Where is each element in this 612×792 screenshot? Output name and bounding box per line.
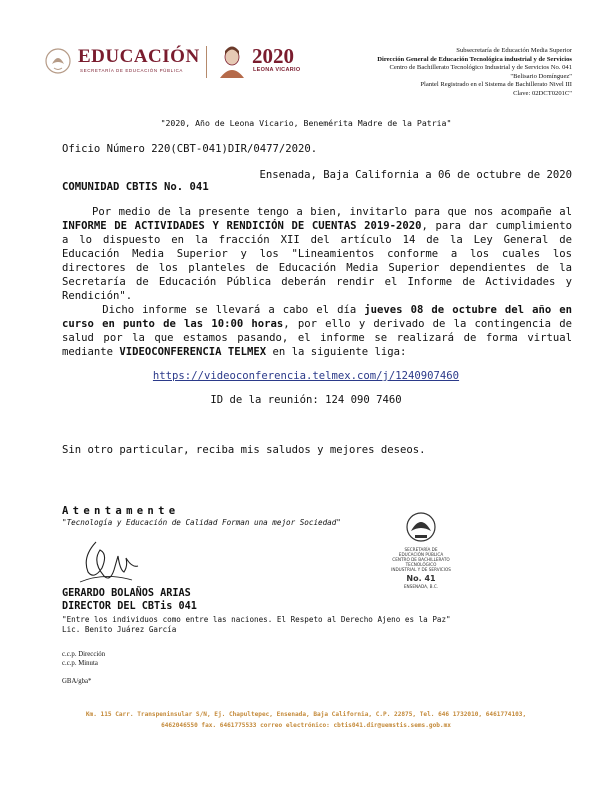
svg-text:INDUSTRIAL Y DE SERVICIOS: INDUSTRIAL Y DE SERVICIOS	[391, 567, 451, 572]
institution-line: Subsecretaría de Educación Media Superior	[456, 47, 572, 54]
year-motto: "2020, Año de Leona Vicario, Benemérita Madre de la Patria"	[160, 118, 452, 128]
p1-text-rest: , para dar cumplimiento a lo dispuesto en la fracción XII del artículo 14 de la Ley General de Educación Media Superior y los "Lineamientos conforme a los cuales los directores de los planteles de Educación Media Superior dependientes de la Secretaría de Educación Pública deberán rendir el Informe de Actividades y Rendición".	[62, 220, 572, 302]
educacion-logo-text: EDUCACIÓN	[78, 46, 200, 67]
svg-text:CENTRO DE BACHILLERATO: CENTRO DE BACHILLERATO	[392, 557, 450, 562]
p2-bold-platform: VIDEOCONFERENCIA TELMEX	[119, 346, 267, 358]
svg-text:EDUCACIÓN PÚBLICA: EDUCACIÓN PÚBLICA	[398, 552, 444, 557]
quote-author: Lic. Benito Juárez García	[62, 625, 177, 634]
svg-text:SECRETARÍA DE: SECRETARÍA DE	[404, 547, 438, 552]
svg-text:ENSENADA, B.C.: ENSENADA, B.C.	[403, 584, 439, 589]
institution-line: Dirección General de Educación Tecnológica industrial y de Servicios	[377, 55, 572, 63]
institution-line: "Belisario Domínguez"	[510, 72, 572, 80]
paragraph-invitation	[62, 205, 572, 303]
leona-vicario-portrait-icon	[216, 44, 248, 78]
ccp-line: c.c.p. Minuta	[62, 660, 98, 667]
meeting-link[interactable]: https://videoconferencia.telmex.com/j/1240907460	[152, 370, 460, 382]
institution-block	[342, 47, 572, 99]
paragraph-details	[62, 303, 572, 359]
official-seal-stamp-icon	[385, 505, 457, 605]
closing-line: Sin otro particular, reciba mis saludos y mejores deseos.	[62, 444, 426, 456]
footer-contact: 6462046550 fax. 6461775533 correo electrónico: cbtis041.dir@uemstis.sems.gob.mx	[161, 722, 451, 729]
signer-title: DIRECTOR DEL CBTis 041	[62, 601, 197, 612]
atentamente-label: Atentamente	[62, 505, 180, 517]
place-and-date: Ensenada, Baja California a 06 de octubre de 2020	[259, 169, 572, 181]
oficio-number: Oficio Número 220(CBT-041)DIR/0477/2020.	[62, 143, 318, 155]
juarez-quote: "Entre los individuos como entre las naciones. El Respeto al Derecho Ajeno es la Paz"	[62, 615, 451, 624]
p2-text-end: en la siguiente liga:	[266, 346, 407, 358]
institution-line: Clave: 02DCT0201C"	[513, 89, 572, 97]
reference-initials: GBA/gba*	[62, 678, 92, 685]
meeting-link-row	[0, 369, 612, 383]
recipient: COMUNIDAD CBTIS No. 041	[62, 181, 209, 193]
p2-text-mid: , por ello y derivado de la contingencia de salud por la que estamos pasando, el informe se realizará de forma virtual mediante	[62, 318, 572, 358]
institution-slogan: "Tecnología y Educación de Calidad Forman una mejor Sociedad"	[62, 518, 341, 527]
p2-text: Dicho informe se llevará a cabo el día	[102, 304, 365, 316]
meeting-id: ID de la reunión: 124 090 7460	[210, 394, 402, 406]
institution-line: Centro de Bachillerato Tecnológico Industrial y de Servicios No. 041	[389, 64, 572, 72]
svg-text:TECNOLÓGICO: TECNOLÓGICO	[405, 562, 437, 567]
sep-logo-subtext: SECRETARÍA DE EDUCACIÓN PÚBLICA	[80, 68, 184, 73]
institution-line: Plantel Registrado en el Sistema de Bachillerato Nivel III	[420, 81, 572, 89]
footer-address: Km. 115 Carr. Transpeninsular S/N, Ej. Chapultepec, Ensenada, Baja California, C.P. 22875, Tel. 646 1732010, 6461774103,	[85, 711, 527, 718]
p1-text: Por medio de la presente tengo a bien, invitarlo para que nos acompañe al	[91, 206, 573, 218]
eagle-emblem-icon	[44, 46, 72, 76]
p2-bold-datetime: jueves 08 de octubre del año en curso en punto de las 10:00 horas	[62, 304, 573, 330]
leona-vicario-logo-text: LEONA VICARIO	[253, 67, 301, 73]
logo-divider	[206, 46, 207, 78]
year-2020-logo: 2020	[252, 44, 294, 68]
signer-name: GERARDO BOLAÑOS ARIAS	[62, 588, 191, 599]
p1-bold-event: INFORME DE ACTIVIDADES Y RENDICIÓN DE CUENTAS 2019-2020	[62, 220, 422, 232]
ccp-line: c.c.p. Dirección	[62, 651, 106, 658]
handwritten-signature-icon	[74, 532, 144, 592]
svg-text:No. 41: No. 41	[406, 574, 436, 583]
